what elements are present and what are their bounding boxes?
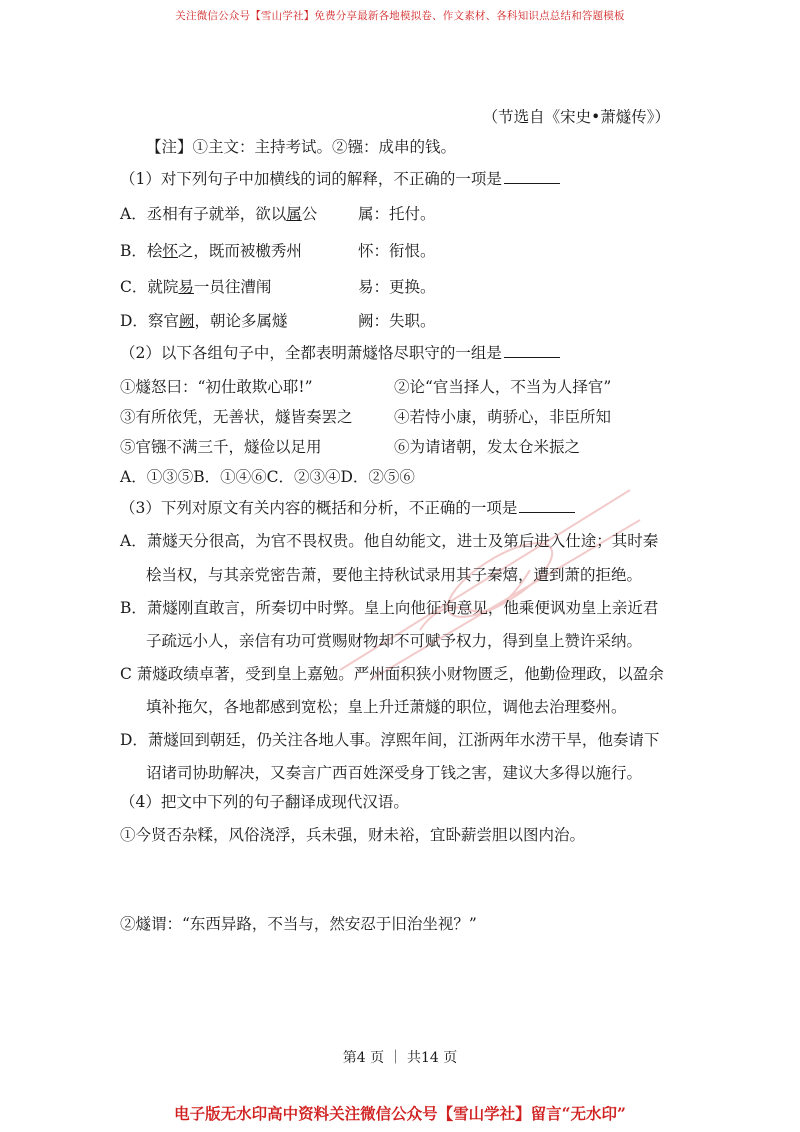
option-text: ，朝论多属燧 bbox=[194, 312, 288, 330]
q3-option-c-line1: C 萧燧政绩卓著，受到皇上嘉勉。严州面积狭小财物匮乏，他勤俭理政，以盈余 bbox=[120, 665, 664, 683]
option-text: 察官 bbox=[147, 312, 179, 330]
option-gloss: 怀：衔恨。 bbox=[358, 242, 436, 260]
q1-option-a bbox=[120, 204, 436, 224]
top-banner: 关注微信公众号【雪山学社】免费分享最新各地模拟卷、作文素材、各科知识点总结和答题模板 bbox=[175, 10, 625, 22]
underlined-word: 怀 bbox=[162, 242, 178, 260]
q3-option-d-line2: 诏诸司协助解决，又奏言广西百姓深受身丁钱之害，建议大多得以施行。 bbox=[146, 764, 643, 782]
answer-blank[interactable] bbox=[504, 343, 560, 358]
q2-choices: A．①③⑤B．①④⑥C．②③④D．②⑤⑥ bbox=[120, 468, 415, 486]
q4-stem: （4）把文中下列的句子翻译成现代汉语。 bbox=[120, 793, 409, 811]
option-text: 桧 bbox=[146, 242, 163, 260]
q2-item: ④若恃小康，萌骄心，非臣所知 bbox=[394, 408, 612, 426]
note-text: ①主文：主持考试。②镪：成串的钱。 bbox=[192, 138, 457, 156]
q1-option-b bbox=[120, 241, 436, 261]
option-gloss: 易：更换。 bbox=[358, 278, 436, 296]
q3-stem-text: （3）下列对原文有关内容的概括和分析，不正确的一项是 bbox=[120, 499, 518, 517]
q3-option-a-line2: 桧当权，与其亲党密告萧，要他主持秋试录用其子秦熺，遭到萧的拒绝。 bbox=[146, 566, 643, 584]
option-gloss: 阙：失职。 bbox=[358, 312, 436, 330]
option-text: 就院 bbox=[147, 278, 179, 296]
option-text: 一员往漕闱 bbox=[193, 278, 272, 296]
option-label: A． bbox=[120, 205, 147, 223]
option-text: 之，既而被檄秀州 bbox=[177, 242, 302, 260]
q1-stem bbox=[120, 169, 560, 189]
q2-row-2 bbox=[120, 407, 612, 427]
underlined-word: 属 bbox=[286, 205, 302, 223]
q3-stem bbox=[120, 498, 575, 518]
answer-blank[interactable] bbox=[519, 498, 575, 513]
bottom-banner: 电子版无水印高中资料关注微信公众号【雪山学社】留言“无水印” bbox=[174, 1104, 626, 1123]
option-gloss: 属：托付。 bbox=[358, 205, 436, 223]
option-label: C． bbox=[120, 278, 148, 296]
q2-row-3 bbox=[120, 437, 581, 457]
note-label: 【注】 bbox=[146, 138, 193, 156]
source-citation: （节选自《宋史•萧燧传》） bbox=[482, 108, 670, 126]
q2-stem-text: （2）以下各组句子中，全都表明萧燧恪尽职守的一组是 bbox=[120, 344, 502, 362]
note-line bbox=[146, 137, 456, 157]
q3-option-d-line1: D．萧燧回到朝廷，仍关注各地人事。淳熙年间，江浙两年水涝干旱，他奏请下 bbox=[120, 731, 660, 749]
q3-option-b-line2: 子疏远小人，亲信有功可赏赐财物却不可赋予权力，得到皇上赞许采纳。 bbox=[146, 632, 643, 650]
q4-sentence-2: ②燧谓：“东西异路，不当与，然安忍于旧治坐视？” bbox=[120, 915, 477, 933]
option-label: B． bbox=[120, 242, 147, 260]
q2-row-1 bbox=[120, 377, 612, 397]
q2-item: ⑤官镪不满三千，燧俭以足用 bbox=[120, 438, 322, 456]
q2-item: ②论“官当择人，不当为人择官” bbox=[394, 378, 612, 396]
q1-stem-text: （1）对下列句子中加横线的词的解释，不正确的一项是 bbox=[120, 170, 502, 188]
q4-sentence-1: ①今贤否杂糅，风俗浇浮，兵未强，财未裕，宜卧薪尝胆以图内治。 bbox=[120, 826, 586, 844]
page-number: 第4 页 ｜ 共14 页 bbox=[342, 1050, 458, 1066]
option-text: 公 bbox=[301, 205, 318, 223]
q2-item: ①燧怒曰：“初仕敢欺心耶!” bbox=[120, 378, 313, 396]
q1-option-d bbox=[120, 311, 436, 331]
q3-option-b-line1: B．萧燧刚直敢言，所奏切中时弊。皇上向他征询意见，他乘便讽劝皇上亲近君 bbox=[120, 599, 659, 617]
q2-stem bbox=[120, 343, 560, 363]
option-text: 丞相有子就举，欲以 bbox=[146, 205, 287, 223]
q2-item: ⑥为请诸朝，发太仓米振之 bbox=[394, 438, 581, 456]
underlined-word: 阙 bbox=[178, 312, 195, 330]
option-label: D． bbox=[120, 312, 148, 330]
q3-option-a-line1: A．萧燧天分很高，为官不畏权贵。他自幼能文，进士及第后进入仕途；其时秦 bbox=[120, 532, 659, 550]
underlined-word: 易 bbox=[178, 278, 194, 296]
q2-item: ③有所依凭，无善状，燧皆奏罢之 bbox=[120, 408, 353, 426]
answer-blank[interactable] bbox=[504, 169, 560, 184]
q1-option-c bbox=[120, 277, 436, 297]
q3-option-c-line2: 填补拖欠，各地都感到宽松；皇上升迁萧燧的职位，调他去治理婺州。 bbox=[146, 698, 627, 716]
